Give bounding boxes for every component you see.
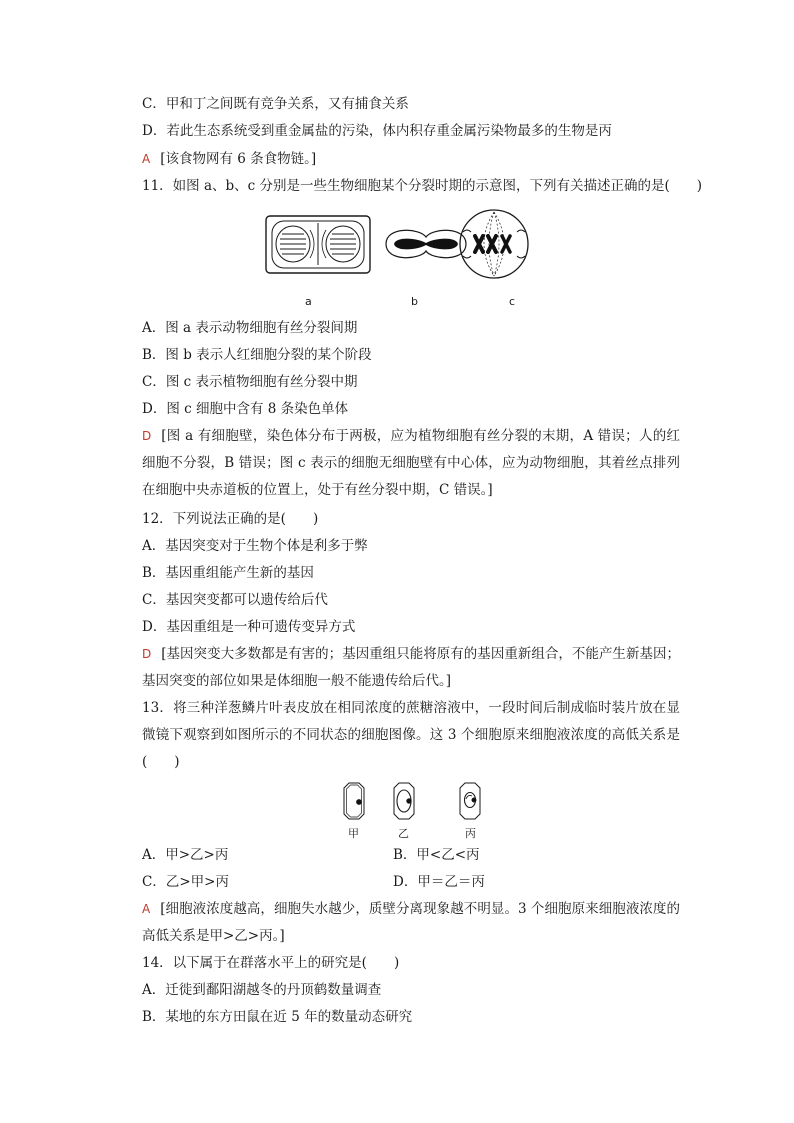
q14-option-b: B．某地的东方田鼠在近 5 年的数量动态研究 [142, 1009, 413, 1025]
q11-figure [262, 206, 532, 281]
q12-option-b: B．基因重组能产生新的基因 [142, 565, 314, 581]
q11-option-d: D．图 c 细胞中含有 8 条染色单体 [142, 401, 349, 417]
q14-option-a: A．迁徙到鄱阳湖越冬的丹顶鹤数量调查 [142, 982, 382, 998]
cell-bing [460, 783, 480, 819]
q11-option-c: C．图 c 表示植物细胞有丝分裂中期 [142, 374, 358, 390]
cell-jia [344, 783, 364, 819]
q13-option-b: B．甲<乙<丙 [393, 847, 480, 863]
fig-b-dividing-cell [386, 230, 466, 257]
fig-label-b: b [411, 295, 418, 308]
cell-yi [394, 783, 414, 819]
q12-option-c: C．基因突变都可以遗传给后代 [142, 592, 328, 608]
fig-label-c: c [509, 295, 516, 308]
answer-letter: D [142, 647, 152, 661]
answer-explanation: [该食物网有 6 条食物链。] [160, 151, 317, 167]
q13-option-c: C．乙>甲>丙 [142, 874, 229, 890]
q11-option-a: A．图 a 表示动物细胞有丝分裂间期 [142, 320, 358, 336]
q13-option-d: D．甲＝乙＝丙 [393, 874, 485, 890]
q12-option-a: A．基因突变对于生物个体是利多于弊 [142, 538, 368, 554]
fig-label-jia: 甲 [348, 827, 359, 840]
fig-a-plant-cell [266, 216, 370, 273]
answer-explanation: [细胞液浓度越高，细胞失水越少，质壁分离现象越不明显。3 个细胞原来细胞液浓度的高低关系是甲>乙>丙。] [142, 901, 680, 944]
q12-option-d: D．基因重组是一种可遗传变异方式 [142, 619, 356, 635]
fig-c-animal-cell [460, 210, 528, 278]
q10-option-d: D．若此生态系统受到重金属盐的污染，体内积存重金属污染物最多的生物是丙 [142, 123, 612, 139]
fig-label-yi: 乙 [398, 827, 409, 840]
q11-answer [142, 423, 680, 504]
answer-explanation: [基因突变大多数都是有害的；基因重组只能将原有的基因重新组合，不能产生新基因；基因突变的部位如果是体细胞一般不能遗传给后代。] [142, 646, 680, 689]
q10-option-c: C．甲和丁之间既有竞争关系，又有捕食关系 [142, 96, 409, 112]
fig-label-a: a [305, 295, 312, 308]
q13-stem: 13．将三种洋葱鳞片叶表皮放在相同浓度的蔗糖溶液中，一段时间后制成临时装片放在显微镜下观察到如图所示的不同状态的细胞图像。这 3 个细胞原来细胞液浓度的高低关系是( ) [142, 700, 680, 770]
answer-explanation: [图 a 有细胞壁，染色体分布于两极，应为植物细胞有丝分裂的末期，A 错误；人的红细胞不分裂，B 错误；图 c 表示的细胞无细胞壁有中心体，应为动物细胞，其着丝点排列在细胞中央赤道板的位置上，处于有丝分裂中期，C 错误。] [142, 428, 680, 498]
q13-figure [338, 780, 488, 824]
q11-stem: 11．如图 a、b、c 分别是一些生物细胞某个分裂时期的示意图，下列有关描述正确的是( ) [142, 178, 703, 194]
q12-stem: 12．下列说法正确的是( ) [142, 511, 319, 527]
q12-answer [142, 641, 680, 695]
answer-letter: A [142, 152, 151, 166]
q13-answer [142, 896, 680, 950]
q13-option-a: A．甲>乙>丙 [142, 847, 229, 863]
answer-letter: A [142, 902, 151, 916]
fig-label-bing: 丙 [465, 827, 476, 840]
answer-letter: D [142, 429, 152, 443]
q14-stem: 14．以下属于在群落水平上的研究是( ) [142, 955, 400, 971]
q11-option-b: B．图 b 表示人红细胞分裂的某个阶段 [142, 347, 372, 363]
q10-answer [142, 149, 316, 169]
